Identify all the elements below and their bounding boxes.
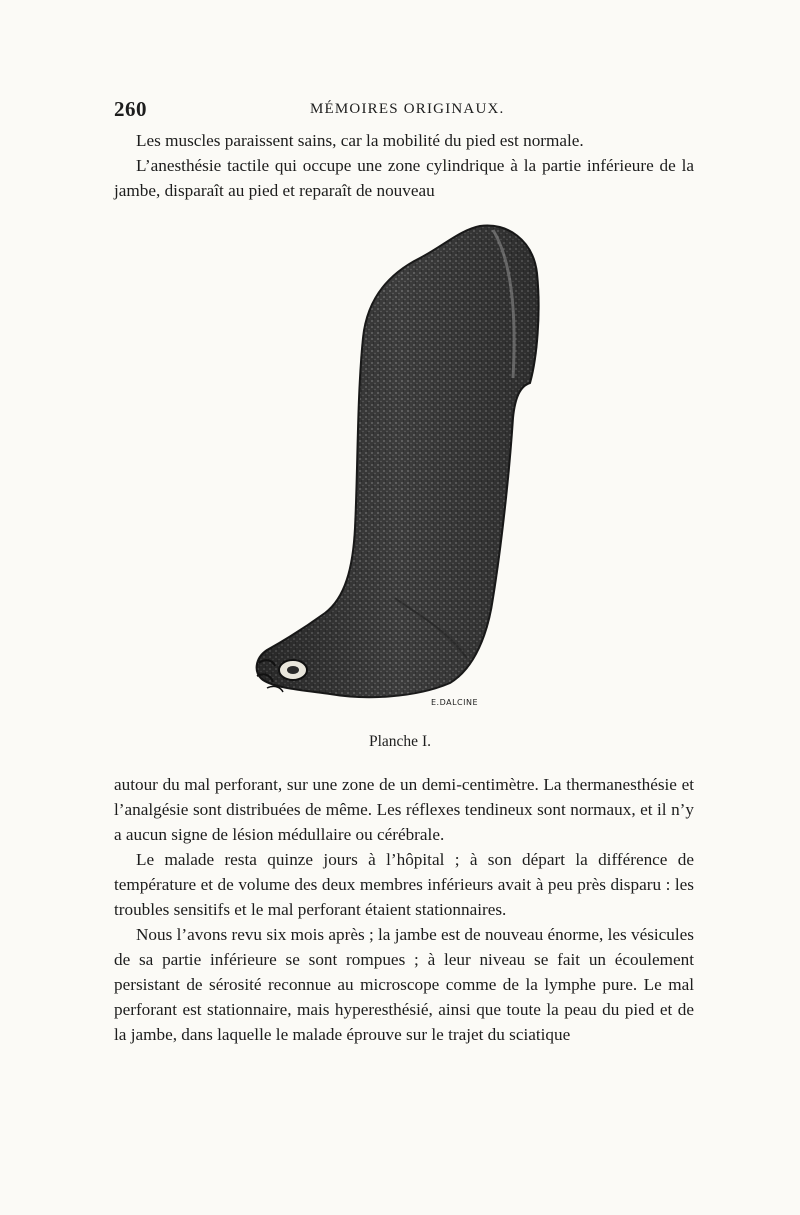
paragraph: Les muscles paraissent sains, car la mobilité du pied est normale. bbox=[136, 131, 584, 150]
leg-illustration bbox=[245, 218, 555, 718]
running-head: MÉMOIRES ORIGINAUX. bbox=[310, 101, 505, 117]
paragraph: autour du mal perforant, sur une zone de un demi-centimètre. La thermanesthésie et l’analgésie sont distribuées de même. Les réflexes tendineux sont normaux, et il n’y a aucun signe de lésion médullaire ou cérébrale. bbox=[114, 775, 694, 844]
page-header bbox=[114, 97, 689, 127]
text-after-figure bbox=[114, 772, 694, 1047]
paragraph: Le malade resta quinze jours à l’hôpital ; à son départ la différence de température et de volume des deux membres inférieurs avait à peu près disparu : les troubles sensitifs et le mal perforant étaient stationnaires. bbox=[114, 850, 694, 919]
figure-caption: Planche I. bbox=[369, 733, 431, 750]
paragraph: Nous l’avons revu six mois après ; la jambe est de nouveau énorme, les vésicules de sa partie inférieure se sont rompues ; à leur niveau se fait un écoulement persistant de sérosité reconnue au microscope comme de la lymphe pure. Le mal perforant est stationnaire, mais hyperesthésié, ainsi que toute la peau du pied et de la jambe, dans laquelle le malade éprouve sur le trajet du sciatique bbox=[114, 925, 694, 1044]
page-number: 260 bbox=[114, 97, 147, 121]
text-before-figure bbox=[114, 128, 694, 203]
paragraph: L’anesthésie tactile qui occupe une zone cylindrique à la partie inférieure de la jambe, disparaît au pied et reparaît de nouveau bbox=[114, 156, 694, 200]
engraver-signature: E.DALCINE bbox=[431, 698, 479, 707]
